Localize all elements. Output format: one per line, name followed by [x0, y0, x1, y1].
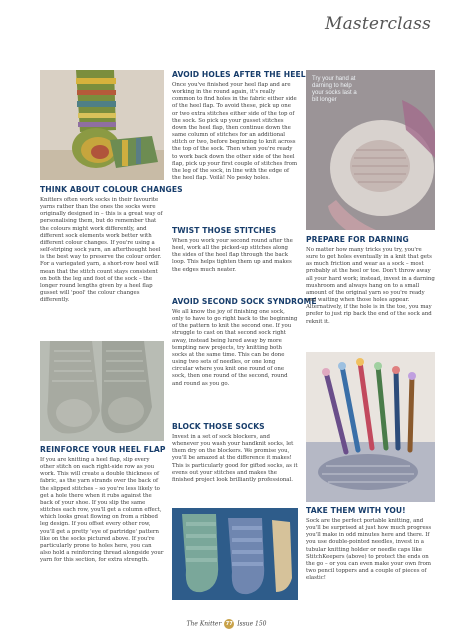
photo-striped-sock-heel — [40, 70, 164, 180]
photo-darning — [306, 70, 435, 230]
section-title: Masterclass — [324, 14, 431, 34]
text-darning: No matter how many tricks you try, you're sure to get holes eventually in a knit that gets as much friction and wear as a sock – most probably at the heel or toe. Don't throw away all your hard work; instead, invest in a darning mushroom and always hang on to a small amount of the original yarn so you're ready and waiting when those holes appear. Alternatively, if the hole is in the toe, you may prefer to just rip back the end of the sock and reknit it. — [306, 247, 435, 325]
text-colour-changes: Knitters often work socks in their favourite yarns rather than the ones the socks were originally designed in – this is a great way of personalising them, but do remember that the colours might work differently, and different sock elements work better with different colour changes. If you're using a self-striping sock yarn, an afterthought heel is the best way to preserve the colour order. For a variegated yarn, a short-row heel will mean that the stitch count stays consistent on both the leg and foot of the sock – the longer round lengths given by a heel flap gusset will 'pool' the colour changes differently. — [40, 197, 163, 304]
text-twist: When you work your second round after the heel, work all the picked-up stitches along the sides of the heel flap through the back loop. This helps tighten them up and makes the edges much neater. — [172, 238, 293, 273]
heading-heel-flap: REINFORCE YOUR HEEL FLAP — [40, 445, 166, 454]
text-take-them: Sock are the perfect portable knitting, and you'll be surprised at just how much progress you'll make in odd minutes here and there. If you use double-pointed needles, invest in a tubular knitting holder or needle caps like StitchKeepers (above) to protect the ends on the go – or you can even make your own from two pencil toppers and a couple of pieces of elastic! — [306, 518, 432, 582]
photo-needles-holder — [306, 352, 435, 502]
photo-caption: Try your hand at darning to help your socks last a bit longer — [312, 76, 357, 103]
footer-issue: Issue 150 — [237, 620, 267, 628]
photo-sock-blockers — [172, 508, 298, 600]
footer-magazine: The Knitter — [186, 620, 222, 628]
heading-blockers: BLOCK THOSE SOCKS — [172, 422, 265, 431]
heading-second-sock: AVOID SECOND SOCK SYNDROME — [172, 297, 317, 306]
photo-heel-flap-socks — [40, 341, 164, 441]
heading-avoid-holes: AVOID HOLES AFTER THE HEEL — [172, 70, 306, 79]
text-second-sock: We all know the joy of finishing one sock, only to have to go right back to the beginning of the pattern to knit the second one. If you struggle to cast on that second sock right away, instead being lured away by more tempting new projects, try knitting both socks at the same time. This can be done using two sets of needles, or one long circular where you knit one round of one sock, then one round of the second, round and round as you go. — [172, 309, 298, 387]
text-blockers: Invest in a set of sock blockers, and whenever you wash your handknit socks, let them dry on the blockers. We promise you, you'll be amazed at the difference it makes! This is particularly good for gifted socks, as it evens out your stitches and makes the finished project look brilliantly professional. — [172, 434, 298, 483]
footer-page-number: 77 — [225, 621, 233, 627]
text-avoid-holes: Once you've finished your heel flap and are working in the round again, it's really common to find holes in the fabric either side of the heel flap. To avoid these, pick up one or two extra stitches either side of the top of the sock. So pick up your gusset stitches down the heel flap, then continue down the same column of stitches for an additional stitch or two, before beginning to knit across the top of the sock. Then when you're ready to work back down the other side of the heel flap, pick up your first couple of stitches from the leg of the sock, in line with the edge of the heel flap. Voilà! No pesky holes. — [172, 82, 298, 182]
heading-twist: TWIST THOSE STITCHES — [172, 226, 277, 235]
heading-take-them: TAKE THEM WITH YOU! — [306, 506, 406, 515]
heading-darning: PREPARE FOR DARNING — [306, 235, 409, 244]
page-footer — [0, 619, 453, 629]
text-heel-flap: If you are knitting a heel flap, slip every other stitch on each right-side row as you work. This will create a double thickness of fabric, as the yarn strands over the back of the slipped stitches – so you're less likely to get a hole there when it rubs against the back of your shoe. If you slip the same stitches each row, you'll get a column effect, which looks great flowing on from a ribbed leg design. If you offset every other row, you'll get a pretty 'eye of partridge' pattern like on the socks pictured above. If you're particularly prone to holes here, you can also hold a reinforcing thread alongside your yarn for this section, for extra strength. — [40, 457, 164, 564]
heading-colour-changes: THINK ABOUT COLOUR CHANGES — [40, 185, 183, 194]
